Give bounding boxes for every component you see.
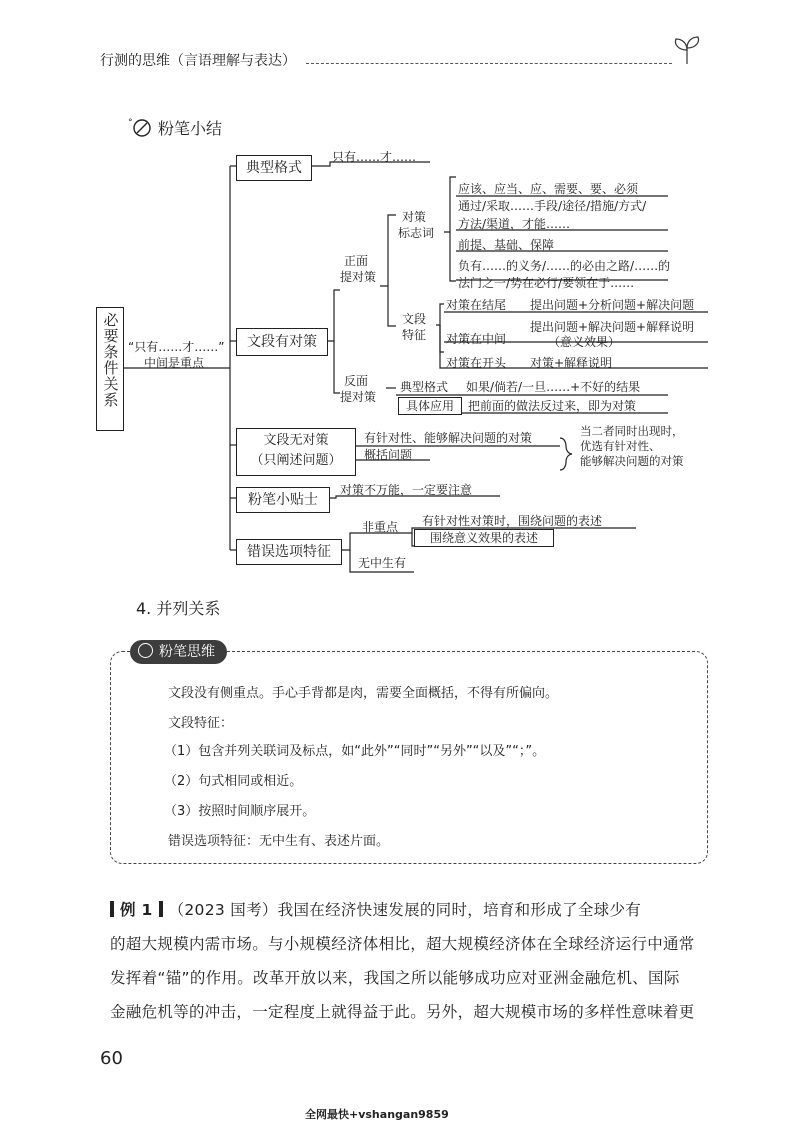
example-line [110,898,641,920]
example-text: （2023 国考）我国在经济快速发展的同时，培育和形成了全球少有 [168,901,642,919]
wrong-nonkey: 非重点 [362,520,399,534]
nosolution-line2: （只阐述问题） [250,453,342,468]
thinking-line: 错误选项特征：无中生有、表述片面。 [168,834,390,849]
example-line: 金融危机等的冲击，一定程度上就得益于此。另外，超大规模市场的多样性意味着更 [110,1003,695,1021]
nosolution-note1: 当二者同时出现时， [580,424,684,438]
keyword-item: 负有……的义务/……的必由之路/……的 [458,259,671,273]
negative-apply-value: 把前面的做法反过来，即为对策 [468,399,637,413]
root-node [96,307,124,431]
section4-title: 4. 并列关系 [136,599,221,618]
keyword-item: 方法/渠道，才能…… [458,217,571,231]
branch-nosolution [236,428,356,476]
root-note-line2: 中间是重点 [144,356,205,370]
position-start-label: 对策在开头 [446,356,507,370]
thinking-line: （1）包含并列关联词及标点，如“此外”“同时”“另外”“以及”“；”。 [164,744,546,759]
running-header: 行测的思维（言语理解与表达） [100,53,296,69]
wrong-nonkey-item2-box [414,529,554,547]
negative-line1: 反面 [344,374,369,388]
position-end-label: 对策在结尾 [446,298,507,312]
negative-format-value: 如果/倘若/一旦……+不好的结果 [466,380,641,394]
keywords-line2: 标志词 [398,226,435,240]
position-line1: 文段 [402,312,427,326]
negative-apply-text: 具体应用 [405,399,454,413]
keyword-item: 法门之一/势在必行/要领在于…… [458,276,635,290]
summary-title: 粉笔小结 [158,119,223,138]
position-mid-value2: （意义效果） [548,335,621,349]
footer-watermark: 全网最快+vshangan9859 [305,1108,449,1121]
example-line: 的超大规模内需市场。与小规模经济体相比，超大规模经济体在全球经济运行中通常 [110,935,695,953]
negative-line2: 提对策 [340,390,377,404]
thinking-tag-label: 粉笔思维 [159,644,215,660]
branch-tip-label: 粉笔小贴士 [248,492,318,508]
branch-solution [236,328,328,356]
nosolution-note2: 优选有针对性、 [580,439,661,453]
nosolution-item1: 有针对性、能够解决问题的对策 [364,431,533,445]
thinking-line: 文段特征： [168,716,234,731]
nosolution-item2: 概括问题 [364,448,413,462]
pencil-badge-icon [138,643,153,658]
branch-wrong-label: 错误选项特征 [247,544,331,560]
header-rule [306,63,672,64]
position-mid-label: 对策在中间 [446,332,507,346]
example-line: 发挥着“锚”的作用。改革开放以来，我国之所以能够成功应对亚洲金融危机、国际 [110,969,680,987]
keywords-line1: 对策 [402,210,427,224]
thinking-line: （2）句式相同或相近。 [164,774,303,789]
pencil-icon [126,116,154,138]
thinking-line: （3）按照时间顺序展开。 [164,804,316,819]
keyword-item: 通过/采取……手段/途径/措施/方式/ [458,199,647,213]
position-mid-value1: 提出问题+解决问题+解释说明 [530,320,695,334]
thinking-line: 文段没有侧重点。手心手背都是肉，需要全面概括，不得有所偏向。 [168,686,559,701]
wrong-nonkey-item2: 围绕意义效果的表述 [429,531,538,545]
thinking-tag [130,640,227,664]
tip-leaf: 对策不万能，一定要注意 [340,483,473,497]
position-start-value: 对策+解释说明 [530,356,613,370]
nosolution-note3: 能够解决问题的对策 [580,454,684,468]
svg-text:°: ° [128,118,133,128]
negative-apply-label [398,397,462,415]
keyword-item: 应该、应当、应、需要、要、必须 [458,182,639,196]
root-label: 必要条件关系 [101,312,120,408]
branch-wrong [236,539,342,565]
example-marker-right [159,901,163,917]
keyword-item: 前提、基础、保障 [458,238,555,252]
wrong-fabricate: 无中生有 [358,556,407,570]
branch-solution-label: 文段有对策 [247,334,317,350]
position-end-value: 提出问题+分析问题+解决问题 [530,298,695,312]
positive-line2: 提对策 [340,270,377,284]
branch-tip [236,487,330,513]
positive-line1: 正面 [344,254,369,268]
sprout-icon [670,34,704,66]
example-label: 例 1 [120,901,153,919]
wrong-nonkey-item1: 有针对性对策时，围绕问题的表述 [422,514,603,528]
page-number: 60 [100,1048,123,1069]
nosolution-line1: 文段无对策 [263,433,329,448]
position-line2: 特征 [402,328,427,342]
branch-format [236,155,312,181]
branch-format-label: 典型格式 [246,160,302,176]
format-leaf: 只有……才…… [332,150,417,164]
example-marker-left [110,901,114,917]
root-note-line1: “只有……才……” [128,340,225,354]
negative-format-label: 典型格式 [400,380,449,394]
